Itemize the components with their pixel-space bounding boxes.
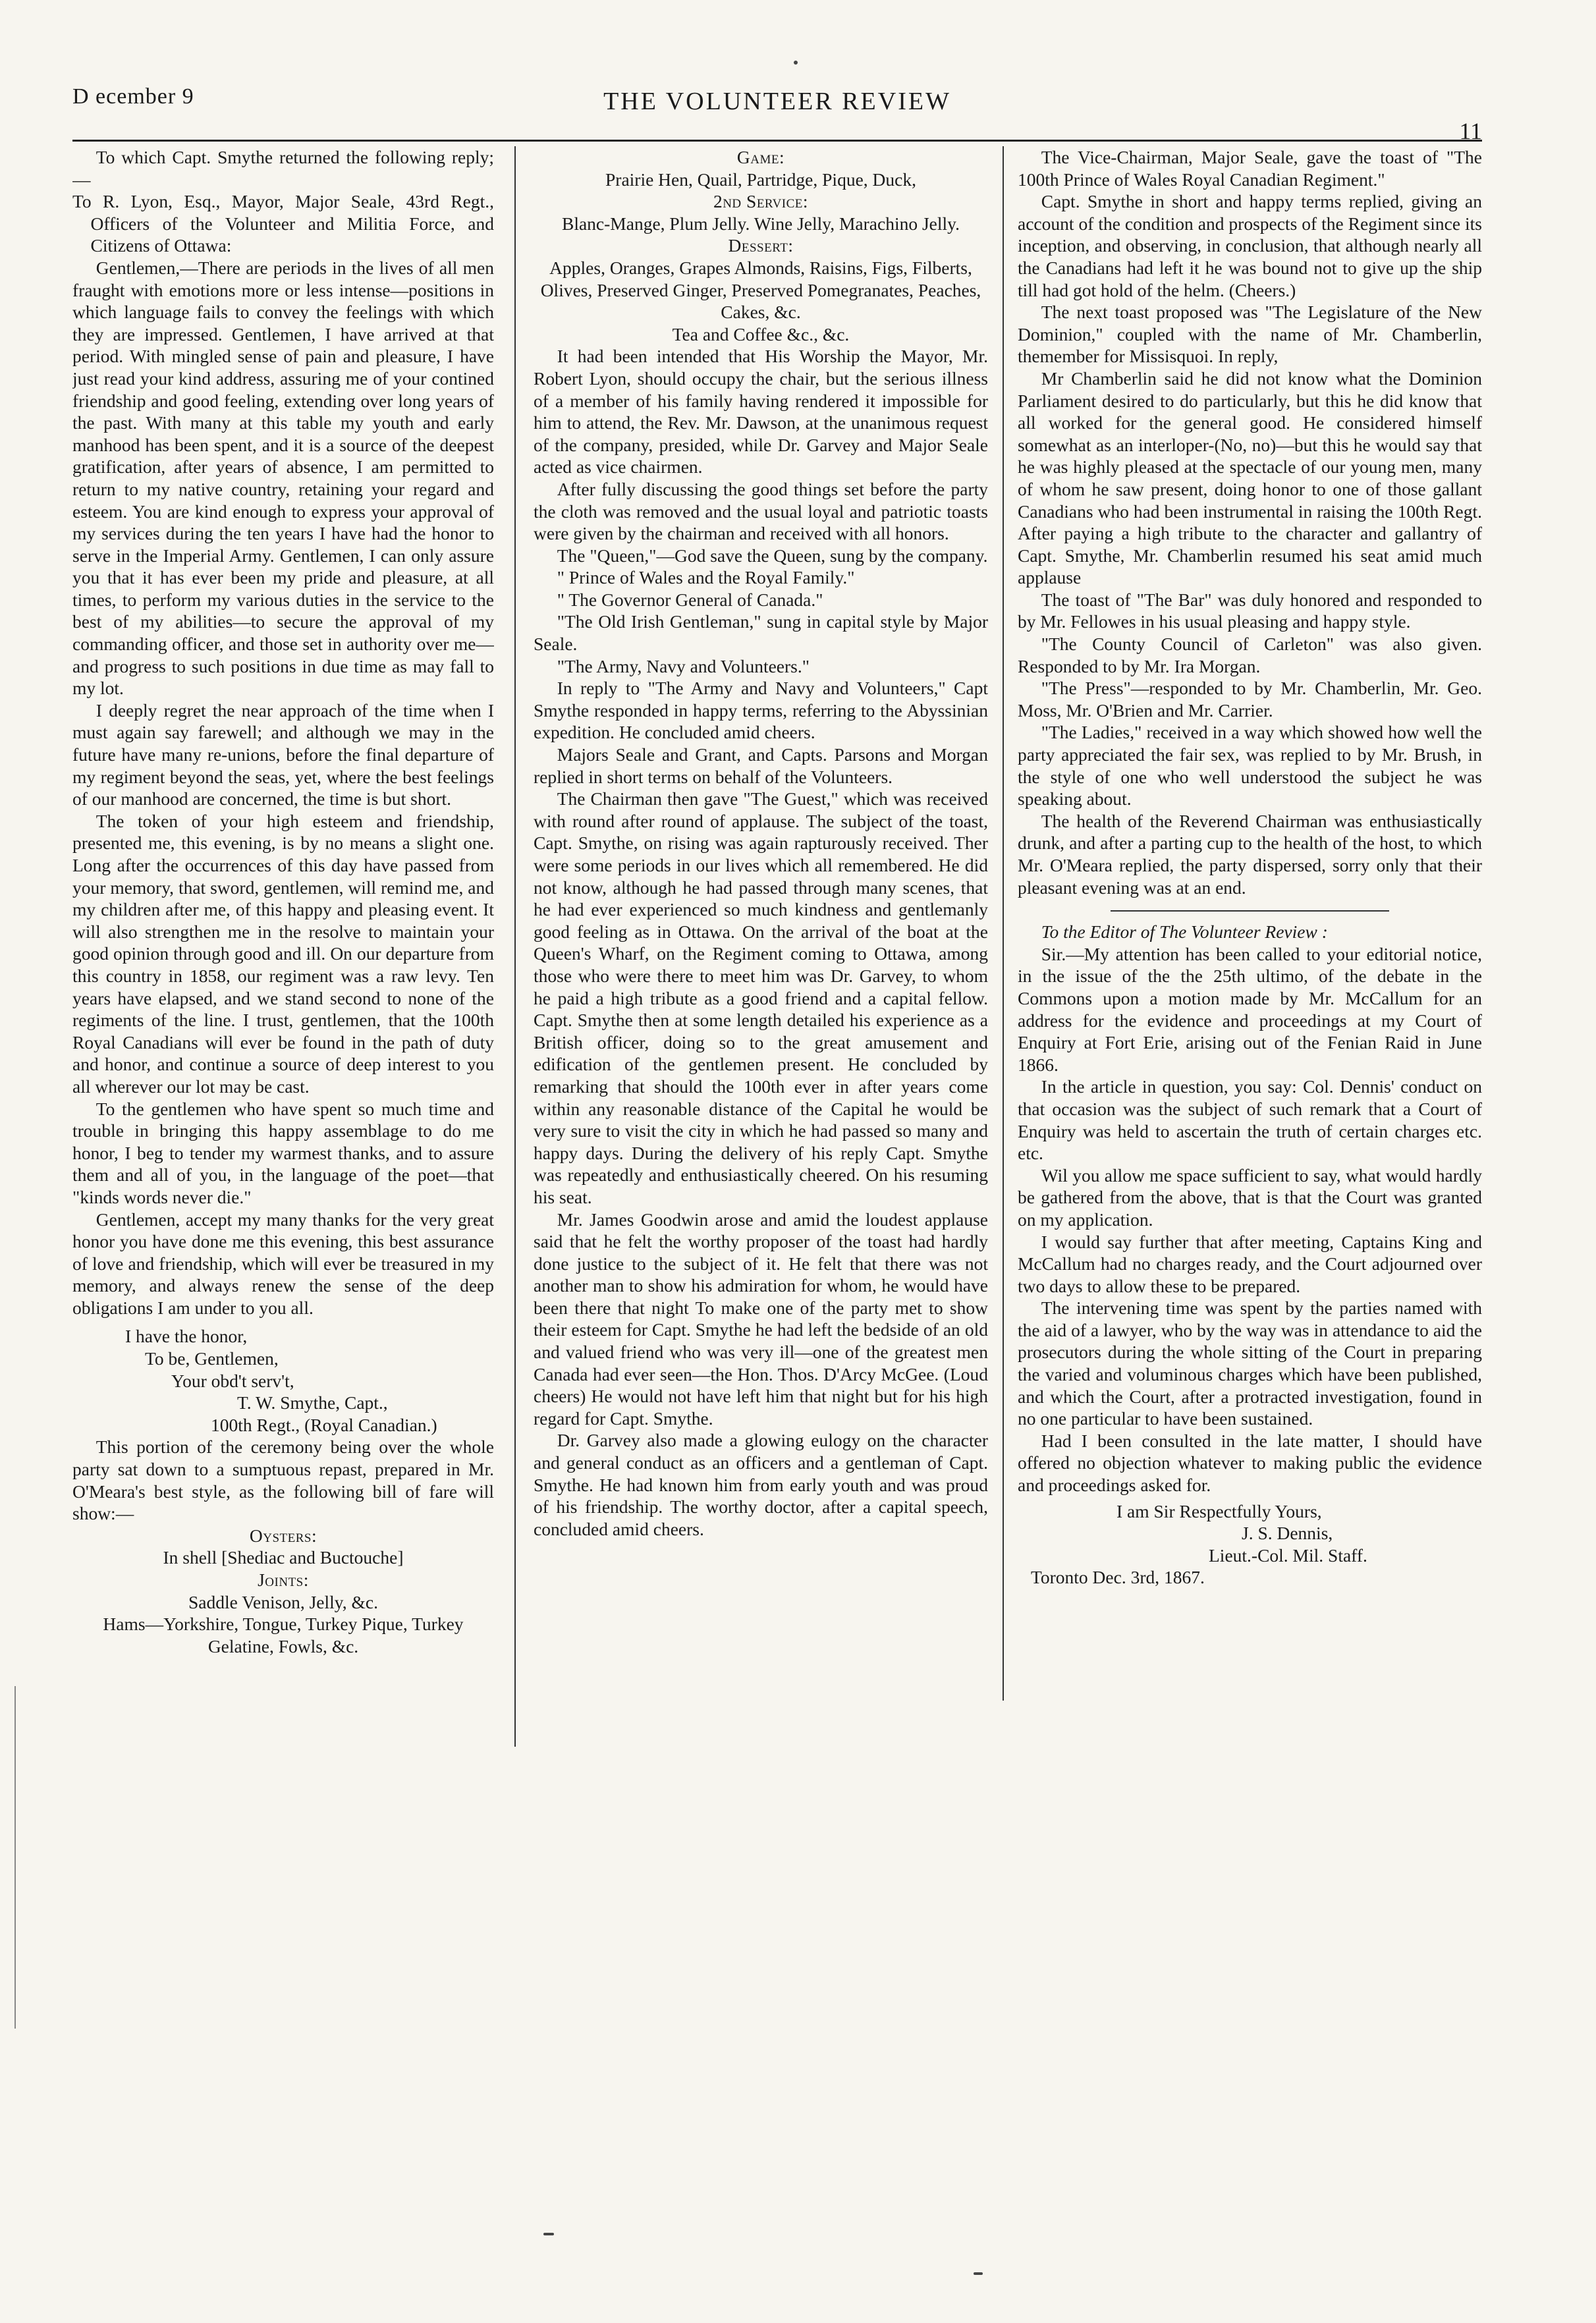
column-3 bbox=[1018, 146, 1482, 1681]
toast: The "Queen,"—God save the Queen, sung by the company. bbox=[557, 545, 988, 566]
paragraph: Dr. Garvey also made a glowing eulogy on the character and general conduct as an officers and a gentleman of Capt. Smythe. He had known him from early youth and was proud of his friendship. The worthy doctor, after a capital speech, concluded amid cheers. bbox=[534, 1430, 988, 1539]
section-separator bbox=[1111, 910, 1389, 912]
signature-line: Your obd't serv't, bbox=[171, 1370, 294, 1391]
menu-heading: Dessert: bbox=[728, 235, 794, 256]
menu-item: Blanc-Mange, Plum Jelly. Wine Jelly, Marachino Jelly. bbox=[561, 213, 960, 234]
paragraph: The next toast proposed was "The Legislature of the New Dominion," coupled with the name of Mr. Chamberlin, themember for Missisquoi. In reply, bbox=[1018, 302, 1482, 367]
signature-name: T. W. Smythe, Capt., bbox=[237, 1392, 388, 1413]
paragraph: To the gentlemen who have spent so much time and trouble in bringing this happy assemblage to do me honor, I beg to tender my warmest thanks, and to assure them and all of you, in the language of the poet—that "kinds words never die." bbox=[72, 1098, 494, 1207]
letter-paragraph: Wil you allow me space sufficient to say, what would hardly be gathered from the above, that is that the Court was granted on my application. bbox=[1018, 1164, 1482, 1230]
signature-name: J. S. Dennis, bbox=[1242, 1523, 1333, 1544]
menu-heading: 2nd Service: bbox=[713, 191, 809, 212]
publication-title: THE VOLUNTEER REVIEW bbox=[603, 88, 951, 115]
signature-line: To be, Gentlemen, bbox=[145, 1348, 279, 1369]
menu-item: Prairie Hen, Quail, Partridge, Pique, Duck, bbox=[605, 169, 916, 190]
letter-paragraph: In the article in question, you say: Col. Dennis' conduct on that occasion was the subject of such remark that a Court of Enquiry was held to ascertain the truth of certain charges etc. etc. bbox=[1018, 1076, 1482, 1164]
paragraph: The Chairman then gave "The Guest," which was received with round after round of applause. The subject of the toast, Capt. Smythe, on rising was again rapturously received. Ther were some periods in our lives which all remembered. He did not know, although he had passed through many scenes, that he had ever experienced so much kindness and gentlemanly good feeling as in Ottawa. On the arrival of the boat at the Queen's Wharf, on the Regiment coming to Ottawa, among those who were there to meet him was Dr. Garvey, to whom he paid a high tribute as a good friend and a capital fellow. Capt. Smythe then at some length detailed his experience as a British officer, doing so to the great amusement and edification of the gentlemen present. He concluded by remarking that should the 100th ever in after years come within any reasonable distance of the Capital he would be very sure to visit the city in which he had passed so many and happy days. During the delivery of his reply Capt. Smythe was repeatedly and enthusiastically cheered. On his resuming his seat. bbox=[534, 788, 988, 1207]
signature-line: 100th Regt., (Royal Canadian.) bbox=[211, 1414, 437, 1435]
toast: "The Old Irish Gentleman," sung in capital style by Major Seale. bbox=[534, 611, 988, 655]
paragraph: After fully discussing the good things set before the party the cloth was removed and the usual loyal and patriotic toasts were given by the chairman and received with all honors. bbox=[534, 478, 988, 544]
paragraph: In reply to "The Army and Navy and Volunteers," Capt Smythe responded in happy terms, referring to the Abyssinian expedition. He concluded amid cheers. bbox=[534, 678, 988, 743]
paragraph: Mr Chamberlin said he did not know what the Dominion Parliament desired to do particularly, but this he did know that all worked for the general good. He considered himself somewhat as an interloper-(No, no)—but this he would say that he was highly pleased at the spectacle of our young men, many of whom he saw present, doing honor to one of those gallant Canadians who had been instrumental in raising the 100th Regt. After paying a high tribute to the character and gallantry of Capt. Smythe, Mr. Chamberlin resumed his seat amid much applause bbox=[1018, 368, 1482, 588]
column-1 bbox=[72, 146, 494, 1740]
paragraph: Gentlemen,—There are periods in the lives of all men fraught with emotions more or less intense—positions in which language fails to convey the feelings with which they are impressed. Gentlemen, I have arrived at that period. With mingled sense of pain and pleasure, I have just read your kind address, assuring me of your contined friendship and good feeling, extending over long years of the past. With many at this table my youth and early manhood has been spent, and it is a source of the deepest gratification, after years of absence, I am permitted to return to my native country, retaining your regard and esteem. You are kind enough to express your approval of my services during the ten years I have had the honor to serve in the Imperial Army. Gentlemen, I can only assure you that it has ever been my pride and pleasure, at all times, to perform my various duties in the service to the best of my abilities—to secure the approval of my commanding officer, and those set in authority over me—and progress to such positions in due time as may fall to my lot. bbox=[72, 257, 494, 699]
toast: "The Army, Navy and Volunteers." bbox=[557, 655, 810, 676]
paragraph: Capt. Smythe in short and happy terms replied, giving an account of the condition and prospects of the Regiment since its inception, and observing, in conclusion, that although nearly all the Canadians had left it he was bound not to give up the ship till had got hold of the helm. (Cheers.) bbox=[1018, 191, 1482, 300]
column-divider bbox=[1003, 146, 1004, 1701]
menu-item: Saddle Venison, Jelly, &c. bbox=[188, 1591, 378, 1612]
column-divider bbox=[514, 146, 516, 1747]
address-line: To R. Lyon, Esq., Mayor, Major Seale, 43rd Regt., Officers of the Volunteer and Militia Force, and Citizens of Ottawa: bbox=[72, 191, 494, 256]
letter-heading: To the Editor of The Volunteer Review : bbox=[1041, 921, 1328, 943]
menu-item: In shell [Shediac and Buctouche] bbox=[163, 1547, 404, 1568]
paragraph: To which Capt. Smythe returned the following reply;— bbox=[72, 147, 494, 190]
paragraph: The Vice-Chairman, Major Seale, gave the toast of "The 100th Prince of Wales Royal Canadian Regiment." bbox=[1018, 147, 1482, 190]
paragraph: The health of the Reverend Chairman was enthusiastically drunk, and after a parting cup to the health of the host, to which Mr. O'Meara replied, the party dispersed, sorry only that their pleasant evening was at an end. bbox=[1018, 810, 1482, 898]
paragraph: Mr. James Goodwin arose and amid the loudest applause said that he felt the worthy proposer of the toast had hardly done justice to the subject of it. He felt that there was not another man to show his admiration for whom, he would have been there that night To make one of the party met to show their esteem for Capt. Smythe he had left the bedside of an old and valued friend who was very ill—one of the greatest men Canada had ever seen—the Hon. Thos. D'Arcy McGee. (Loud cheers) He would not have left him that night but for his high regard for Capt. Smythe. bbox=[534, 1209, 988, 1429]
toast: " The Governor General of Canada." bbox=[557, 589, 823, 610]
paragraph: Gentlemen, accept my many thanks for the very great honor you have done me this evening, this best assurance of love and friendship, which will ever be treasured in my memory, and always renew the sense of the deep obligations I am under to you all. bbox=[72, 1209, 494, 1318]
paragraph: It had been intended that His Worship the Mayor, Mr. Robert Lyon, should occupy the chair, but the serious illness of a member of his family having rendered it impossible for him to attend, the Rev. Mr. Dawson, at the unanimous request of the company, presided, while Dr. Garvey and Major Seale acted as vice chairmen. bbox=[534, 346, 988, 478]
paragraph: The toast of "The Bar" was duly honored and responded to by Mr. Fellowes in his usual pleasing and happy style. bbox=[1018, 589, 1482, 632]
page-number: 11 bbox=[1459, 118, 1482, 144]
paragraph: The token of your high esteem and friendship, presented me, this evening, is by no means a slight one. Long after the occurrences of this day have passed from your memory, that sword, gentlemen, will remind me, and my children after me, of this happy and pleasing event. It will also strengthen me in the resolve to maintain your good opinion through good and ill. On our departure from this country in 1858, our regiment was a raw levy. Ten years have elapsed, and we stand second to none of the regiments of the line. I trust, gentlemen, that the 100th Royal Canadians will ever be found in the path of duty and honor, and continue a source of deep interest to you all wherever our lot may be cast. bbox=[72, 810, 494, 1097]
column-2 bbox=[534, 146, 988, 1701]
letter-date: Toronto Dec. 3rd, 1867. bbox=[1031, 1567, 1205, 1588]
menu-heading: Oysters: bbox=[249, 1525, 317, 1546]
paragraph: "The Ladies," received in a way which showed how well the party appreciated the fair sex, was replied to by Mr. Brush, in the style of one who well understood the subject he was speaking about. bbox=[1018, 722, 1482, 809]
menu-item: Hams—Yorkshire, Tongue, Turkey Pique, Turkey Gelatine, Fowls, &c. bbox=[103, 1614, 464, 1656]
header-rule bbox=[72, 140, 1482, 142]
print-speck bbox=[543, 2233, 554, 2235]
letter-paragraph: The intervening time was spent by the parties named with the aid of a lawyer, who by the way was in attendance to aid the prosecutors during the whole sitting of the Court in preparing the varied and voluminous charges which have been published, and which the Court, after a protracted investigation, found in no one particular to have been sustained. bbox=[1018, 1298, 1482, 1429]
menu-heading: Game: bbox=[736, 147, 785, 167]
paragraph: Majors Seale and Grant, and Capts. Parsons and Morgan replied in short terms on behalf of the Volunteers. bbox=[534, 744, 988, 787]
paragraph: This portion of the ceremony being over the whole party sat down to a sumptuous repast, prepared in Mr. O'Meara's best style, as the following bill of fare will show:— bbox=[72, 1436, 494, 1524]
toast: " Prince of Wales and the Royal Family." bbox=[557, 567, 855, 588]
letter-paragraph: Sir.—My attention has been called to your editorial notice, in the issue of the the 25th ultimo, of the debate in the Commons upon a motion made by Mr. McCallum for an address for the evidence and proceedings at my Court of Enquiry at Fort Erie, arising out of the Fenian Raid in June 1866. bbox=[1018, 943, 1482, 1075]
paragraph: I deeply regret the near approach of the time when I must again say farewell; and although we may in the future have many re-unions, before the final departure of my regiment beyond the seas, yet, where the best feelings of our manhood are concerned, the time is but short. bbox=[72, 699, 494, 809]
print-speck bbox=[974, 2272, 983, 2275]
header-date: D ecember 9 bbox=[72, 84, 194, 109]
menu-item: Tea and Coffee &c., &c. bbox=[672, 323, 850, 344]
menu-heading: Joints: bbox=[258, 1570, 309, 1590]
menu-item: Apples, Oranges, Grapes Almonds, Raisins, Figs, Filberts, Olives, Preserved Ginger, Preserved Pomegranates, Peaches, Cakes, &c. bbox=[540, 257, 981, 323]
letter-paragraph: I would say further that after meeting, Captains King and McCallum had no charges ready, and the Court adjourned over two days to allow these to be prepared. bbox=[1018, 1231, 1482, 1296]
print-speck bbox=[794, 61, 798, 65]
signature-line: I have the honor, bbox=[125, 1326, 248, 1347]
paragraph: "The Press"—responded to by Mr. Chamberlin, Mr. Geo. Moss, Mr. O'Brien and Mr. Carrier. bbox=[1018, 678, 1482, 721]
letter-paragraph: Had I been consulted in the late matter, I should have offered no objection whatever to making public the evidence and proceedings asked for. bbox=[1018, 1430, 1482, 1496]
signature-line: I am Sir Respectfully Yours, bbox=[1116, 1500, 1322, 1521]
margin-mark bbox=[14, 1686, 16, 2029]
page-header bbox=[72, 84, 1482, 144]
paragraph: "The County Council of Carleton" was also given. Responded to by Mr. Ira Morgan. bbox=[1018, 634, 1482, 676]
signature-line: Lieut.-Col. Mil. Staff. bbox=[1209, 1544, 1367, 1566]
